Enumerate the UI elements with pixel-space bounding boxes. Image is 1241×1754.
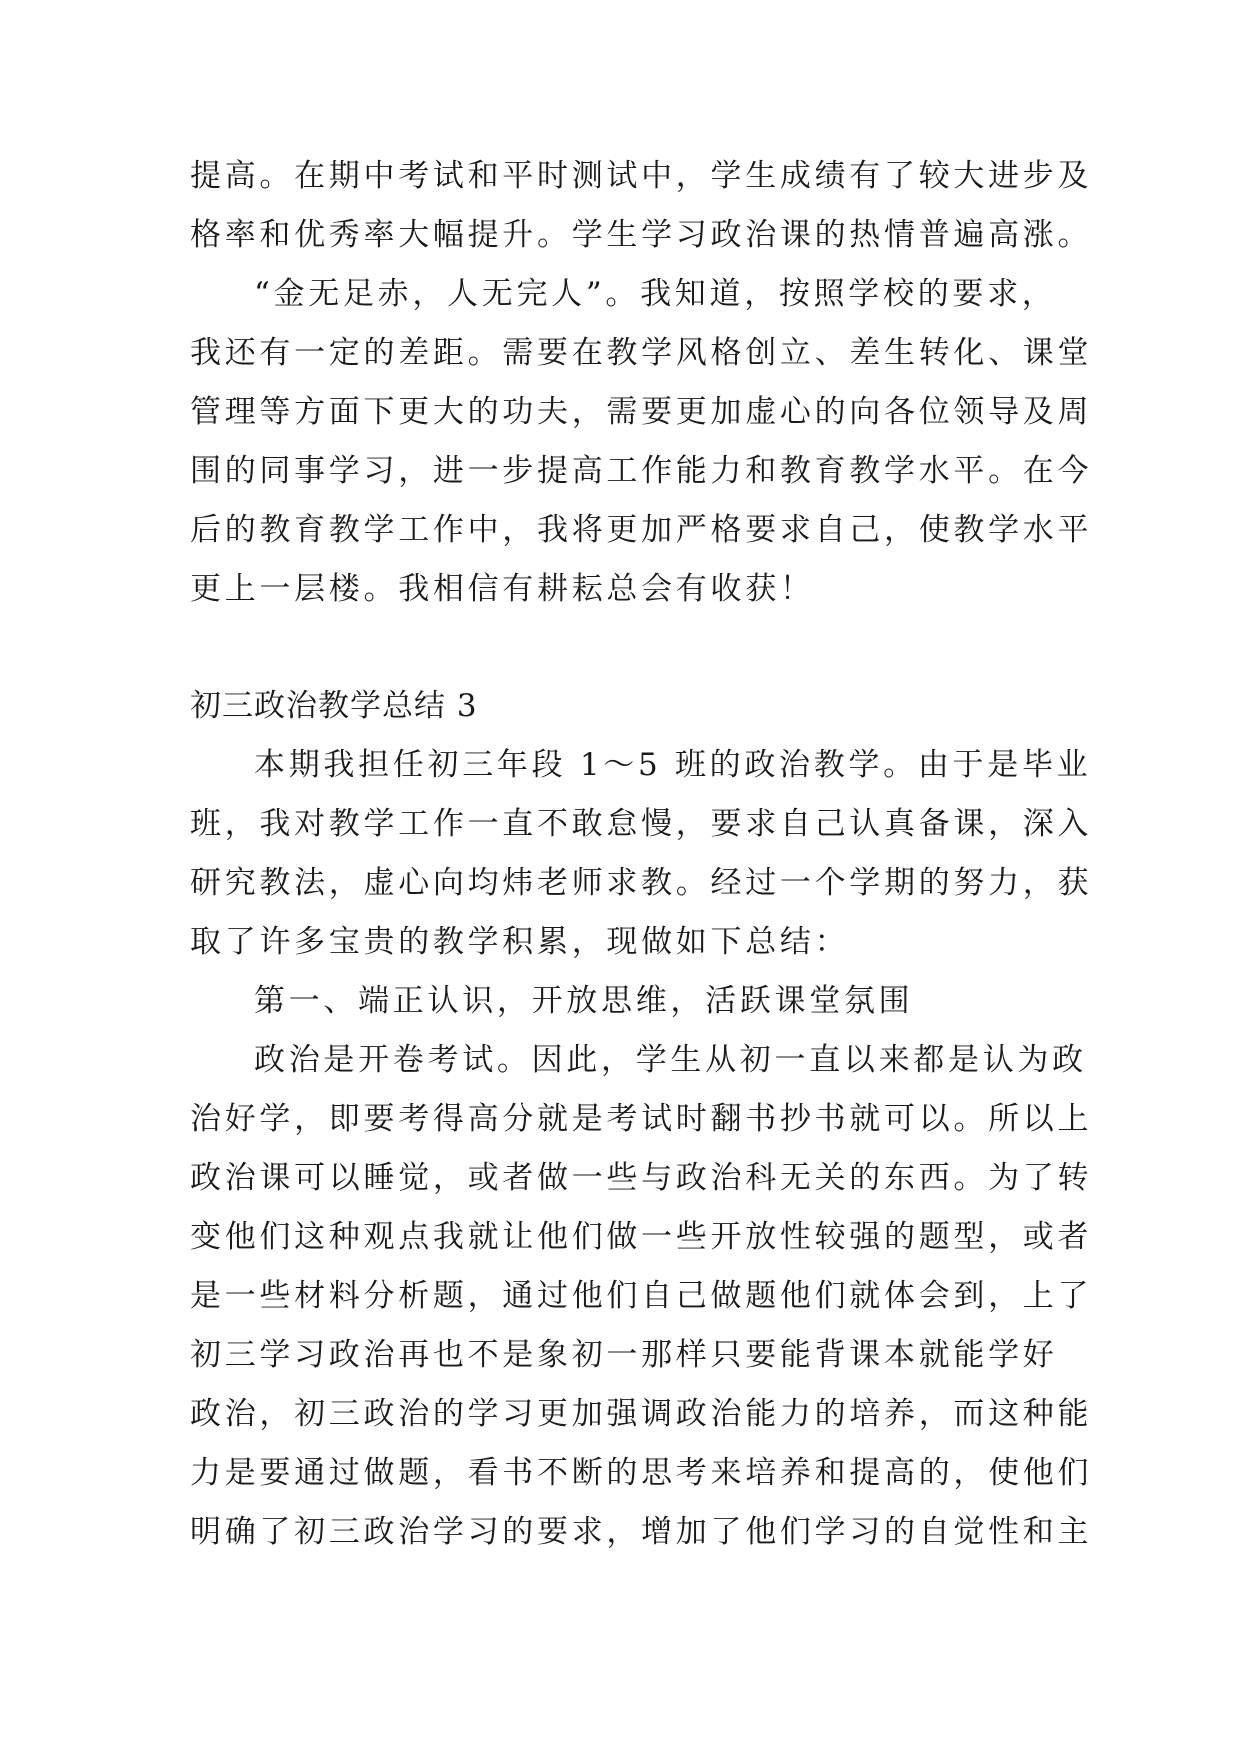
text-line: 提高。在期中考试和平时测试中，学生成绩有了较大进步及 xyxy=(190,158,1093,194)
text-line: 研究教法，虚心向均炜老师求教。经过一个学期的努力，获 xyxy=(190,865,1093,901)
text-line: 明确了初三政治学习的要求，增加了他们学习的自觉性和主 xyxy=(190,1514,1093,1550)
text-line: 政治课可以睡觉，或者做一些与政治科无关的东西。为了转 xyxy=(190,1160,1093,1196)
text-line: 我还有一定的差距。需要在教学风格创立、差生转化、课堂 xyxy=(190,335,1093,371)
paragraph-first-line: 政治是开卷考试。因此，学生从初一直以来都是认为政 xyxy=(254,1042,1087,1078)
text-line: 围的同事学习，进一步提高工作能力和教育教学水平。在今 xyxy=(190,453,1093,489)
paragraph-first-line: “金无足赤，人无完人”。我知道，按照学校的要求， xyxy=(254,276,1057,312)
text-line: 更上一层楼。我相信有耕耘总会有收获！ xyxy=(190,571,815,607)
text-line: 治好学，即要考得高分就是考试时翻书抄书就可以。所以上 xyxy=(190,1101,1093,1137)
text-line: 政治，初三政治的学习更加强调政治能力的培养，而这种能 xyxy=(190,1396,1093,1432)
text-line: 后的教育教学工作中，我将更加严格要求自己，使教学水平 xyxy=(190,512,1093,548)
text-line: 初三学习政治再也不是象初一那样只要能背课本就能学好 xyxy=(190,1337,1058,1373)
text-line: 变他们这种观点我就让他们做一些开放性较强的题型，或者 xyxy=(190,1219,1093,1255)
paragraph-first-line: 本期我担任初三年段 1～5 班的政治教学。由于是毕业 xyxy=(254,747,1092,783)
text-line: 班，我对教学工作一直不敢怠慢，要求自己认真备课，深入 xyxy=(190,806,1093,842)
text-line: 力是要通过做题，看书不断的思考来培养和提高的，使他们 xyxy=(190,1455,1093,1491)
text-line: 是一些材料分析题，通过他们自己做题他们就体会到，上了 xyxy=(190,1278,1093,1314)
section-title: 初三政治教学总结 3 xyxy=(190,688,478,724)
subheading: 第一、端正认识，开放思维，活跃课堂氛围 xyxy=(254,983,914,1019)
text-line: 格率和优秀率大幅提升。学生学习政治课的热情普遍高涨。 xyxy=(190,217,1093,253)
text-line: 取了许多宝贵的教学积累，现做如下总结： xyxy=(190,924,850,960)
text-line: 管理等方面下更大的功夫，需要更加虚心的向各位领导及周 xyxy=(190,394,1093,430)
